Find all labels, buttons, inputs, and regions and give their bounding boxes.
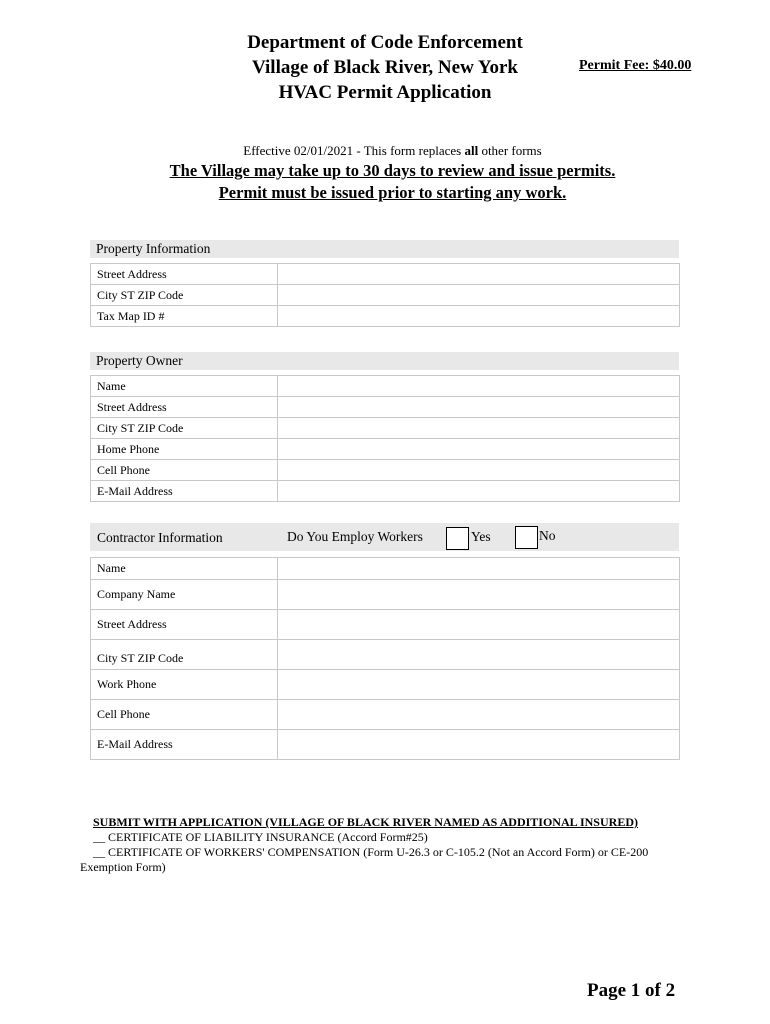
- field-label: City ST ZIP Code: [91, 285, 278, 306]
- effective-prefix: Effective 02/01/2021 - This form replaces: [243, 143, 465, 158]
- street-address-field[interactable]: [278, 264, 680, 285]
- contractor-name-field[interactable]: [278, 558, 680, 580]
- contractor-cell-phone-field[interactable]: [278, 700, 680, 730]
- field-label: Work Phone: [91, 670, 278, 700]
- field-label: Home Phone: [91, 439, 278, 460]
- field-label: City ST ZIP Code: [91, 418, 278, 439]
- employ-workers-question: Do You Employ Workers: [287, 529, 423, 544]
- contractor-city-field[interactable]: [278, 640, 680, 670]
- field-label: Tax Map ID #: [91, 306, 278, 327]
- owner-name-field[interactable]: [278, 376, 680, 397]
- header-village: Village of Black River, New York: [252, 57, 518, 78]
- field-label: Cell Phone: [91, 700, 278, 730]
- permit-fee: Permit Fee: $40.00: [579, 58, 692, 73]
- table-row: [91, 397, 680, 418]
- owner-info-table: [90, 375, 680, 502]
- owner-email-field[interactable]: [278, 481, 680, 502]
- submit-requirements: [93, 815, 693, 845]
- table-row: [91, 264, 680, 285]
- field-label: Cell Phone: [91, 460, 278, 481]
- table-row: [91, 730, 680, 760]
- owner-home-phone-field[interactable]: [278, 439, 680, 460]
- table-row: [91, 610, 680, 640]
- field-label: E-Mail Address: [91, 481, 278, 502]
- owner-city-field[interactable]: [278, 418, 680, 439]
- field-label: City ST ZIP Code: [91, 640, 278, 670]
- section-title: Property Information: [96, 241, 211, 256]
- effective-date-line: [0, 143, 770, 159]
- table-row: [91, 640, 680, 670]
- field-label: Street Address: [91, 264, 278, 285]
- contractor-info-table: [90, 557, 680, 760]
- yes-checkbox[interactable]: [446, 527, 469, 550]
- work-phone-field[interactable]: [278, 670, 680, 700]
- section-property-owner: [90, 352, 679, 370]
- notice-issue-prior: Permit must be issued prior to starting any work.: [218, 183, 567, 202]
- section-title: Property Owner: [96, 353, 183, 368]
- owner-street-field[interactable]: [278, 397, 680, 418]
- section-property-info: [90, 240, 679, 258]
- company-name-field[interactable]: [278, 580, 680, 610]
- contractor-email-field[interactable]: [278, 730, 680, 760]
- table-row: [91, 306, 680, 327]
- property-info-table: [90, 263, 680, 327]
- field-label: Street Address: [91, 610, 278, 640]
- table-row: [91, 670, 680, 700]
- no-checkbox[interactable]: [515, 526, 538, 549]
- field-label: Company Name: [91, 580, 278, 610]
- effective-bold: all: [464, 143, 479, 158]
- table-row: [91, 558, 680, 580]
- table-row: [91, 285, 680, 306]
- table-row: [91, 460, 680, 481]
- header-dept: Department of Code Enforcement: [247, 32, 523, 53]
- table-row: [91, 481, 680, 502]
- field-label: E-Mail Address: [91, 730, 278, 760]
- table-row: [91, 580, 680, 610]
- table-row: [91, 700, 680, 730]
- effective-suffix: other forms: [478, 143, 542, 158]
- workers-comp-cert-item: __ CERTIFICATE OF WORKERS' COMPENSATION (Form U-26.3 or C-105.2 (Not an Accord Form) or CE-200 Exemption Form): [80, 845, 649, 874]
- owner-cell-phone-field[interactable]: [278, 460, 680, 481]
- page-number: Page 1 of 2: [587, 980, 676, 1001]
- tax-map-id-field[interactable]: [278, 306, 680, 327]
- table-row: [91, 376, 680, 397]
- contractor-street-field[interactable]: [278, 610, 680, 640]
- yes-label: Yes: [471, 529, 491, 544]
- field-label: Name: [91, 558, 278, 580]
- table-row: [91, 439, 680, 460]
- section-contractor-info: [90, 523, 679, 551]
- city-st-zip-field[interactable]: [278, 285, 680, 306]
- section-title: Contractor Information: [97, 530, 223, 545]
- field-label: Name: [91, 376, 278, 397]
- submit-heading: SUBMIT WITH APPLICATION (VILLAGE OF BLACK RIVER NAMED AS ADDITIONAL INSURED): [93, 815, 638, 829]
- liability-cert-item: __ CERTIFICATE OF LIABILITY INSURANCE (Accord Form#25): [93, 830, 428, 844]
- header-form-title: HVAC Permit Application: [278, 82, 492, 103]
- no-label: No: [539, 528, 556, 543]
- table-row: [91, 418, 680, 439]
- field-label: Street Address: [91, 397, 278, 418]
- notice-review-time: The Village may take up to 30 days to review and issue permits.: [169, 161, 616, 180]
